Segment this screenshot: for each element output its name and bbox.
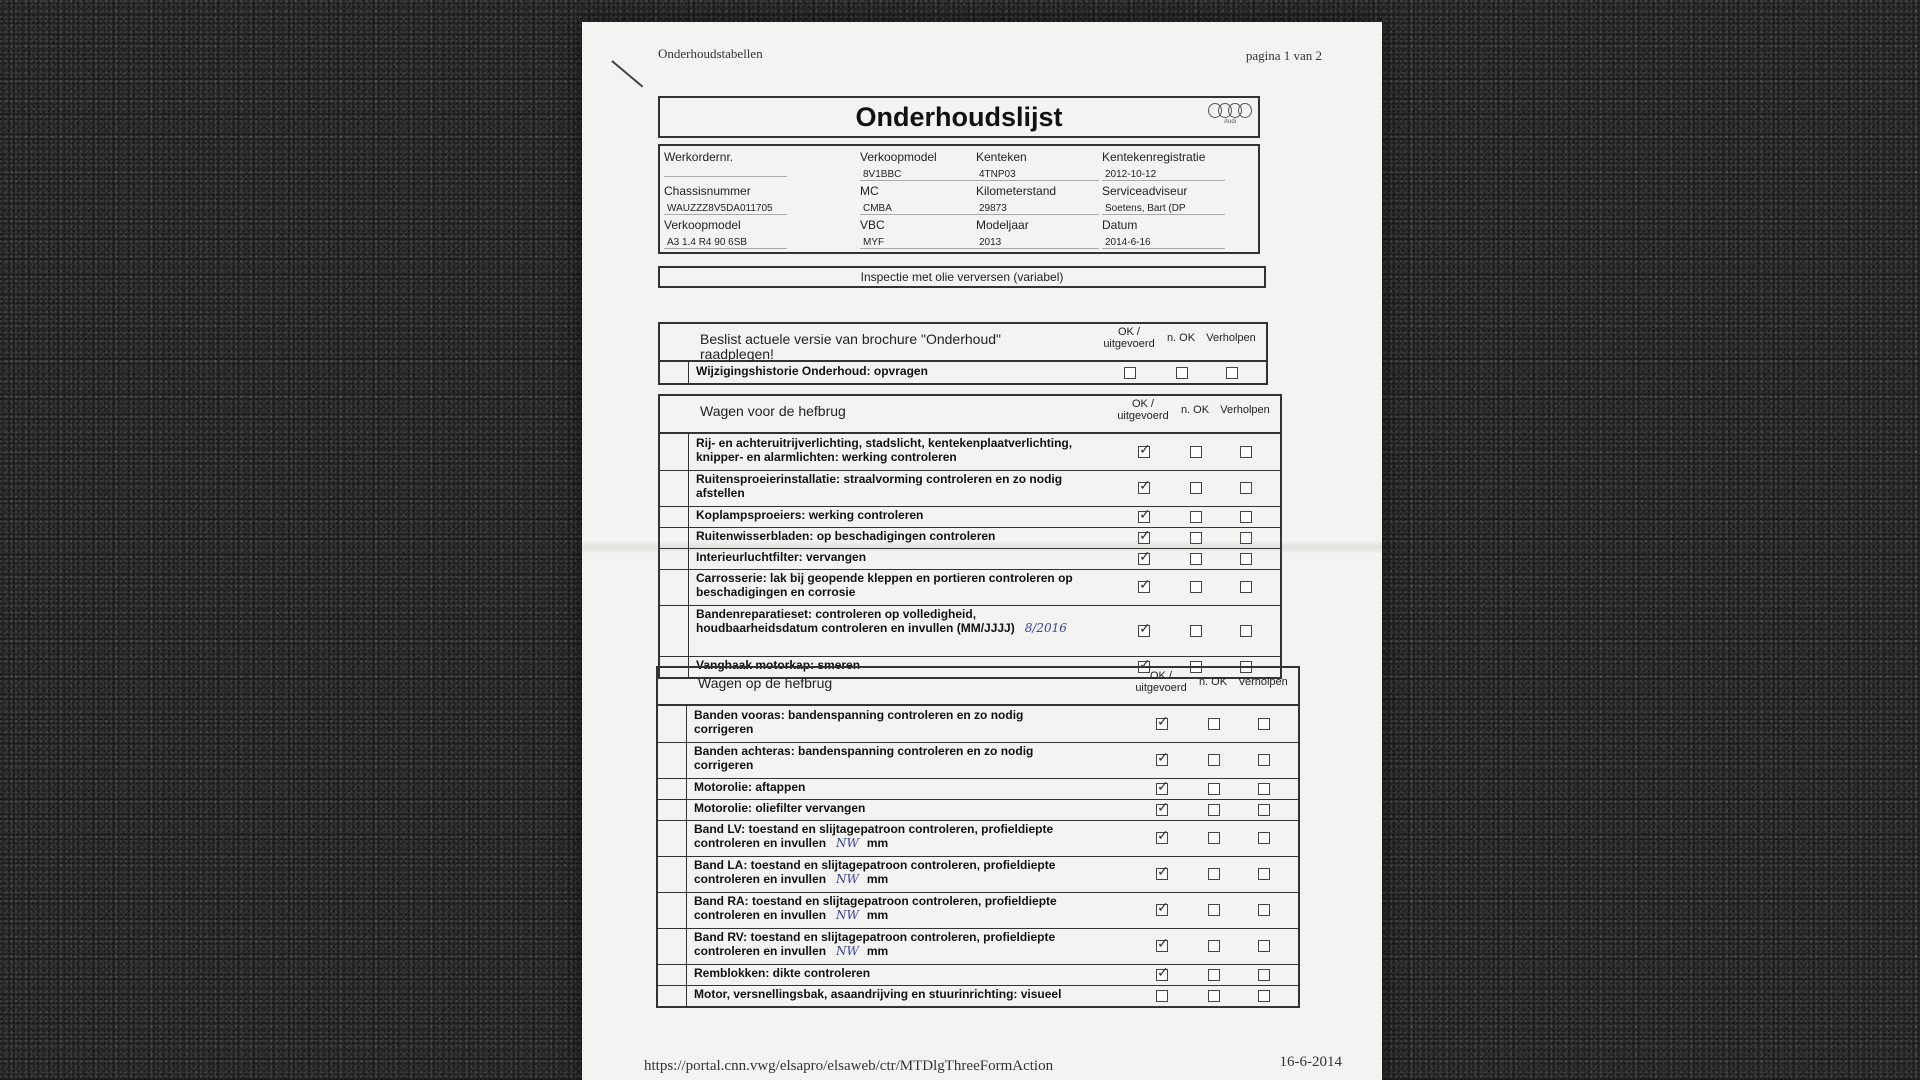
ok-checkbox[interactable] xyxy=(1156,940,1168,952)
section-title: Beslist actuele versie van brochure "Onderhoud" raadplegen! xyxy=(700,331,1001,362)
handwritten-value: 8/2016 xyxy=(1024,621,1067,635)
info-value: 4TNP03 xyxy=(976,169,1099,181)
ok-checkbox[interactable] xyxy=(1156,754,1168,766)
row-text xyxy=(694,801,1084,815)
pencil-mark xyxy=(611,60,643,87)
info-label: Chassisnummer xyxy=(664,184,751,198)
row-text xyxy=(694,744,1084,772)
info-value: WAUZZZ8V5DA011705 xyxy=(664,203,787,215)
fixed-checkbox[interactable] xyxy=(1240,581,1252,593)
fixed-checkbox[interactable] xyxy=(1258,904,1270,916)
ok-checkbox[interactable] xyxy=(1156,969,1168,981)
ok-checkbox[interactable] xyxy=(1124,367,1136,379)
ok-checkbox[interactable] xyxy=(1138,511,1150,523)
info-value: Soetens, Bart (DP xyxy=(1102,203,1225,215)
not-ok-checkbox[interactable] xyxy=(1190,446,1202,458)
row-label: Interieurluchtfilter: vervangen xyxy=(696,550,867,564)
info-value: 8V1BBC xyxy=(860,169,983,181)
footer-date: 16-6-2014 xyxy=(1279,1054,1342,1070)
handwritten-value: NW xyxy=(836,944,859,958)
row-text xyxy=(694,987,1084,1001)
row-label: Motorolie: oliefilter vervangen xyxy=(694,801,866,815)
row-text xyxy=(694,966,1084,980)
info-label: VBC xyxy=(860,218,885,232)
col-ok-header: OK / uitgevoerd xyxy=(1103,326,1155,350)
row-marker-cell xyxy=(658,799,687,820)
header-right: pagina 1 van 2 xyxy=(1245,48,1322,63)
fixed-checkbox[interactable] xyxy=(1258,868,1270,880)
row-marker-cell xyxy=(660,548,689,569)
row-text xyxy=(696,550,1086,564)
checklist-row xyxy=(660,527,1280,549)
col-fixed-header: Verholpen xyxy=(1206,332,1256,344)
fixed-checkbox[interactable] xyxy=(1240,446,1252,458)
page-title: Onderhoudslijst xyxy=(855,101,1063,132)
info-field xyxy=(976,184,1099,216)
row-text xyxy=(694,894,1084,922)
not-ok-checkbox[interactable] xyxy=(1190,482,1202,494)
col-ok-header: OK / uitgevoerd xyxy=(1135,670,1187,694)
checklist-row xyxy=(658,928,1298,965)
checklist-row xyxy=(660,506,1280,528)
row-label: Band LA: toestand en slijtagepatroon controleren, profieldiepte controleren en invullen xyxy=(694,858,1056,886)
header-left: Onderhoudstabellen xyxy=(658,46,763,61)
ok-checkbox[interactable] xyxy=(1156,718,1168,730)
info-value: MYF xyxy=(860,237,983,249)
row-text xyxy=(694,930,1084,958)
row-label: Ruitenwisserbladen: op beschadigingen controleren xyxy=(696,529,996,543)
info-value: A3 1.4 R4 90 6SB xyxy=(664,237,787,249)
row-text xyxy=(694,822,1084,850)
ok-checkbox[interactable] xyxy=(1138,532,1150,544)
fixed-checkbox[interactable] xyxy=(1240,532,1252,544)
title-box xyxy=(658,96,1260,138)
col-nok-header: n. OK xyxy=(1198,676,1228,688)
row-label: Koplampsproeiers: werking controleren xyxy=(696,508,924,522)
row-text xyxy=(696,436,1086,464)
row-marker-cell xyxy=(658,964,687,985)
ok-checkbox[interactable] xyxy=(1138,482,1150,494)
info-label: Modeljaar xyxy=(976,218,1029,232)
handwritten-value: NW xyxy=(836,908,859,922)
info-value: 2014-6-16 xyxy=(1102,237,1225,249)
ok-checkbox[interactable] xyxy=(1156,868,1168,880)
row-marker-cell xyxy=(658,742,687,778)
row-label: Motor, versnellingsbak, asaandrijving en stuurinrichting: visueel xyxy=(694,987,1062,1001)
ok-checkbox[interactable] xyxy=(1156,804,1168,816)
row-label: Vanghaak motorkap: smeren xyxy=(696,658,861,672)
row-marker-cell xyxy=(658,928,687,964)
info-field xyxy=(860,184,983,216)
not-ok-checkbox[interactable] xyxy=(1208,718,1220,730)
col-nok-header: n. OK xyxy=(1180,404,1210,416)
row-text xyxy=(696,607,1086,635)
not-ok-checkbox[interactable] xyxy=(1208,969,1220,981)
checklist-row xyxy=(658,892,1298,929)
info-label: MC xyxy=(860,184,879,198)
unit-label: mm xyxy=(866,908,889,922)
fixed-checkbox[interactable] xyxy=(1258,969,1270,981)
fixed-checkbox[interactable] xyxy=(1240,625,1252,637)
checklist-row xyxy=(658,706,1298,743)
checklist-row xyxy=(660,569,1280,606)
row-marker-cell xyxy=(660,569,689,605)
checklist-row xyxy=(660,605,1280,657)
not-ok-checkbox[interactable] xyxy=(1190,511,1202,523)
not-ok-checkbox[interactable] xyxy=(1190,532,1202,544)
fixed-checkbox[interactable] xyxy=(1226,367,1238,379)
row-text xyxy=(696,472,1086,500)
fixed-checkbox[interactable] xyxy=(1258,783,1270,795)
info-field xyxy=(860,150,983,182)
not-ok-checkbox[interactable] xyxy=(1190,625,1202,637)
info-field xyxy=(664,218,787,250)
not-ok-checkbox[interactable] xyxy=(1190,581,1202,593)
not-ok-checkbox[interactable] xyxy=(1208,832,1220,844)
row-label: Carrosserie: lak bij geopende kleppen en portieren controleren op beschadigingen en corrosie xyxy=(696,571,1073,599)
maintenance-form-paper xyxy=(582,22,1382,1080)
row-marker-cell xyxy=(660,605,689,656)
section-title: Wagen op de hefbrug xyxy=(698,675,833,691)
checklist-row xyxy=(658,820,1298,857)
fixed-checkbox[interactable] xyxy=(1240,482,1252,494)
section-header xyxy=(660,396,1280,434)
row-label: Remblokken: dikte controleren xyxy=(694,966,871,980)
row-marker-cell xyxy=(658,856,687,892)
info-label: Datum xyxy=(1102,218,1138,232)
checklist-row xyxy=(658,856,1298,893)
ok-checkbox[interactable] xyxy=(1156,783,1168,795)
info-field xyxy=(1102,184,1225,216)
checklist-row xyxy=(658,985,1298,1007)
col-ok-header: OK / uitgevoerd xyxy=(1117,398,1169,422)
not-ok-checkbox[interactable] xyxy=(1208,868,1220,880)
info-label: Serviceadviseur xyxy=(1102,184,1188,198)
audi-logo-icon xyxy=(1208,103,1252,129)
info-value xyxy=(664,176,787,177)
row-label: Motorolie: aftappen xyxy=(694,780,806,794)
fixed-checkbox[interactable] xyxy=(1258,804,1270,816)
ok-checkbox[interactable] xyxy=(1156,904,1168,916)
row-label: Wijzigingshistorie Onderhoud: opvragen xyxy=(696,364,928,378)
fixed-checkbox[interactable] xyxy=(1258,940,1270,952)
checklist-row xyxy=(660,470,1280,507)
checklist-section xyxy=(656,666,1300,1008)
ok-checkbox[interactable] xyxy=(1156,832,1168,844)
checklist-row xyxy=(660,548,1280,570)
fixed-checkbox[interactable] xyxy=(1258,990,1270,1002)
row-marker-cell xyxy=(658,892,687,928)
info-label: Kenteken xyxy=(976,150,1027,164)
checklist-row xyxy=(658,964,1298,986)
checklist-row xyxy=(658,778,1298,800)
info-field xyxy=(664,184,787,216)
checklist-row xyxy=(660,434,1280,471)
section-header xyxy=(658,668,1298,706)
row-label: Banden achteras: bandenspanning controleren en zo nodig corrigeren xyxy=(694,744,1034,772)
fixed-checkbox[interactable] xyxy=(1240,511,1252,523)
checklist-row xyxy=(658,742,1298,779)
checklist-section xyxy=(658,322,1268,385)
row-label: Banden vooras: bandenspanning controleren en zo nodig corrigeren xyxy=(694,708,1024,736)
row-marker-cell xyxy=(658,778,687,799)
row-text xyxy=(694,858,1084,886)
col-nok-header: n. OK xyxy=(1166,332,1196,344)
fixed-checkbox[interactable] xyxy=(1258,832,1270,844)
vehicle-info-box xyxy=(658,144,1260,254)
info-value: 2012-10-12 xyxy=(1102,169,1225,181)
checklist-section xyxy=(658,394,1282,679)
unit-label: mm xyxy=(866,872,889,886)
row-text xyxy=(694,780,1084,794)
checklist-row xyxy=(660,362,1266,384)
footer-url: https://portal.cnn.vwg/elsapro/elsaweb/ctr/MTDlgThreeFormAction xyxy=(644,1058,1054,1074)
section-title: Wagen voor de hefbrug xyxy=(700,403,846,419)
info-label: Kilometerstand xyxy=(976,184,1057,198)
ok-checkbox[interactable] xyxy=(1138,581,1150,593)
fixed-checkbox[interactable] xyxy=(1240,553,1252,565)
logo-text: Audi xyxy=(1223,119,1236,125)
handwritten-value: NW xyxy=(836,872,859,886)
row-marker-cell xyxy=(660,362,689,383)
row-label: Band RV: toestand en slijtagepatroon controleren, profieldiepte controleren en invullen xyxy=(694,930,1056,958)
not-ok-checkbox[interactable] xyxy=(1208,804,1220,816)
col-fixed-header: Verholpen xyxy=(1220,404,1270,416)
ok-checkbox[interactable] xyxy=(1138,625,1150,637)
handwritten-value: NW xyxy=(836,836,859,850)
row-marker-cell xyxy=(660,434,689,470)
checklist-row xyxy=(658,799,1298,821)
row-marker-cell xyxy=(660,470,689,506)
not-ok-checkbox[interactable] xyxy=(1190,553,1202,565)
col-fixed-header: Verholpen xyxy=(1238,676,1288,688)
row-label: Rij- en achteruitrijverlichting, stadslicht, kentekenplaatverlichting, knipper- en alarmlichten: werking controleren xyxy=(696,436,1073,464)
not-ok-checkbox[interactable] xyxy=(1208,990,1220,1002)
info-value: CMBA xyxy=(860,203,983,215)
ok-checkbox[interactable] xyxy=(1138,553,1150,565)
unit-label: mm xyxy=(866,836,889,850)
info-label: Verkoopmodel xyxy=(860,150,937,164)
not-ok-checkbox[interactable] xyxy=(1208,940,1220,952)
info-label: Kentekenregistratie xyxy=(1102,150,1206,164)
section-header xyxy=(660,324,1266,362)
info-label: Verkoopmodel xyxy=(664,218,741,232)
info-field xyxy=(976,218,1099,250)
fixed-checkbox[interactable] xyxy=(1258,718,1270,730)
row-marker-cell xyxy=(658,985,687,1006)
info-field xyxy=(860,218,983,250)
row-label: Bandenreparatieset: controleren op volledigheid, houdbaarheidsdatum controleren en invullen (MM/JJJJ) xyxy=(696,607,1015,635)
row-text xyxy=(694,708,1084,736)
not-ok-checkbox[interactable] xyxy=(1208,904,1220,916)
inspection-type: Inspectie met olie verversen (variabel) xyxy=(658,266,1266,288)
row-text xyxy=(696,571,1086,599)
not-ok-checkbox[interactable] xyxy=(1176,367,1188,379)
row-marker-cell xyxy=(658,706,687,742)
info-value: 29873 xyxy=(976,203,1099,215)
info-field xyxy=(1102,218,1225,250)
unit-label: mm xyxy=(866,944,889,958)
fixed-checkbox[interactable] xyxy=(1258,754,1270,766)
info-value: 2013 xyxy=(976,237,1099,249)
ok-checkbox[interactable] xyxy=(1156,990,1168,1002)
not-ok-checkbox[interactable] xyxy=(1208,754,1220,766)
info-field xyxy=(976,150,1099,182)
row-text xyxy=(696,508,1086,522)
row-marker-cell xyxy=(660,506,689,527)
row-marker-cell xyxy=(660,527,689,548)
info-field xyxy=(1102,150,1225,182)
row-text xyxy=(696,364,1086,378)
info-field xyxy=(664,150,787,182)
row-marker-cell xyxy=(658,820,687,856)
row-label: Band RA: toestand en slijtagepatroon controleren, profieldiepte controleren en invullen xyxy=(694,894,1057,922)
row-label: Band LV: toestand en slijtagepatroon controleren, profieldiepte controleren en invullen xyxy=(694,822,1054,850)
row-label: Ruitensproeierinstallatie: straalvorming controleren en zo nodig afstellen xyxy=(696,472,1063,500)
row-text xyxy=(696,529,1086,543)
not-ok-checkbox[interactable] xyxy=(1208,783,1220,795)
info-label: Werkordernr. xyxy=(664,150,734,164)
ok-checkbox[interactable] xyxy=(1138,446,1150,458)
